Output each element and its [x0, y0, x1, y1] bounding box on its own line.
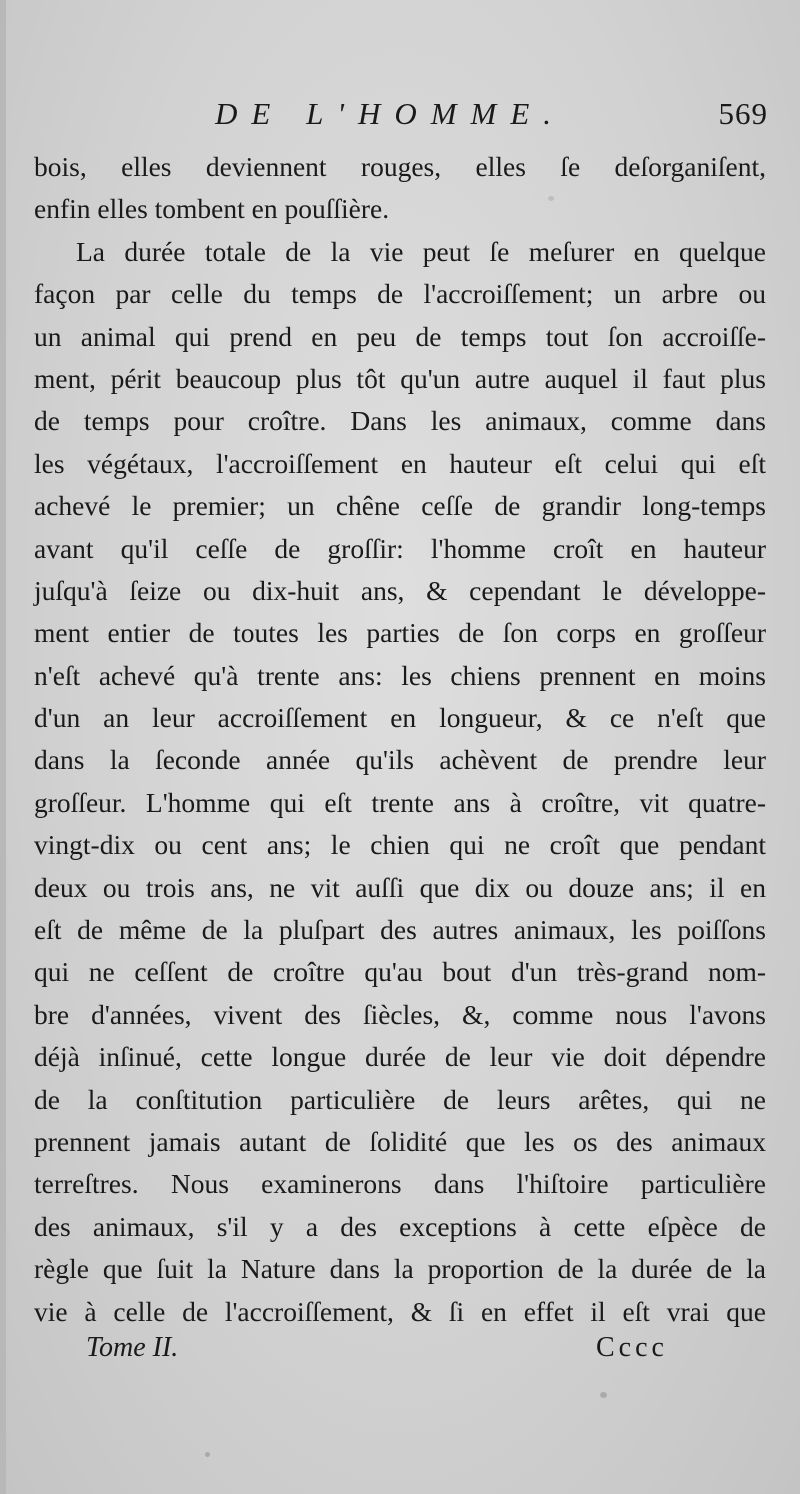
- text-line: groſſeur. L'homme qui eſt trente ans à croître, vit quatre-: [34, 786, 766, 818]
- text-line: un animal qui prend en peu de temps tout ſon accroiſſe-: [34, 320, 766, 352]
- text-line: dans la ſeconde année qu'ils achèvent de prendre leur: [34, 744, 766, 776]
- text-line: des animaux, s'il y a des exceptions à cette eſpèce de: [34, 1210, 766, 1242]
- text-line: déjà inſinué, cette longue durée de leur vie doit dépendre: [34, 1041, 766, 1073]
- text-line: bre d'années, vivent des ſiècles, &, comme nous l'avons: [34, 998, 766, 1030]
- text-line: les végétaux, l'accroiſſement en hauteur eſt celui qui eſt: [34, 447, 766, 479]
- page-footer: [0, 1332, 800, 1376]
- text-line: eſt de même de la pluſpart des autres animaux, les poiſſons: [34, 914, 766, 946]
- text-line: deux ou trois ans, ne vit auſſi que dix ou douze ans; il en: [34, 871, 766, 903]
- page-edge-shadow: [0, 0, 6, 1494]
- text-line: juſqu'à ſeize ou dix-huit ans, & cependant le développe-: [34, 574, 766, 606]
- text-line: ment entier de toutes les parties de ſon corps en groſſeur: [34, 617, 766, 649]
- ink-speck: [600, 1392, 607, 1398]
- text-line: bois, elles deviennent rouges, elles ſe deſorganiſent,: [34, 151, 766, 182]
- text-line: n'eſt achevé qu'à trente ans: les chiens prennent en moins: [34, 659, 766, 691]
- running-title: DE L'HOMME.: [215, 96, 566, 131]
- text-line: enfin elles tombent en pouſſière.: [34, 193, 390, 225]
- text-line: terreſtres. Nous examinerons dans l'hiſtoire particulière: [34, 1168, 766, 1200]
- text-line: prennent jamais autant de ſolidité que les os des animaux: [34, 1125, 766, 1157]
- ink-speck: [205, 1452, 210, 1457]
- text-line: La durée totale de la vie peut ſe meſurer en quelque: [76, 235, 766, 267]
- text-line: ment, périt beaucoup plus tôt qu'un autre auquel il faut plus: [34, 362, 766, 394]
- page-header: [0, 96, 800, 146]
- text-line: de temps pour croître. Dans les animaux, comme dans: [34, 405, 766, 437]
- text-line: de la conſtitution particulière de leurs arêtes, qui ne: [34, 1083, 766, 1115]
- text-line: règle que ſuit la Nature dans la proportion de la durée de la: [34, 1253, 766, 1285]
- text-line: vingt-dix ou cent ans; le chien qui ne croît que pendant: [34, 829, 766, 861]
- text-line: avant qu'il ceſſe de groſſir: l'homme croît en hauteur: [34, 532, 766, 564]
- text-line: d'un an leur accroiſſement en longueur, & ce n'eſt que: [34, 702, 766, 734]
- signature-mark: Cccc: [596, 1332, 668, 1363]
- text-line: vie à celle de l'accroiſſement, & ſi en effet il eſt vrai que: [34, 1295, 766, 1327]
- body-text: [34, 146, 766, 1333]
- volume-label: Tome II.: [86, 1332, 179, 1363]
- text-line: qui ne ceſſent de croître qu'au bout d'un très-grand nom-: [34, 956, 766, 988]
- page-number: 569: [718, 96, 768, 131]
- text-line: façon par celle du temps de l'accroiſſement; un arbre ou: [34, 278, 766, 310]
- text-line: achevé le premier; un chêne ceſſe de grandir long-temps: [34, 490, 766, 522]
- ink-speck: [548, 196, 554, 201]
